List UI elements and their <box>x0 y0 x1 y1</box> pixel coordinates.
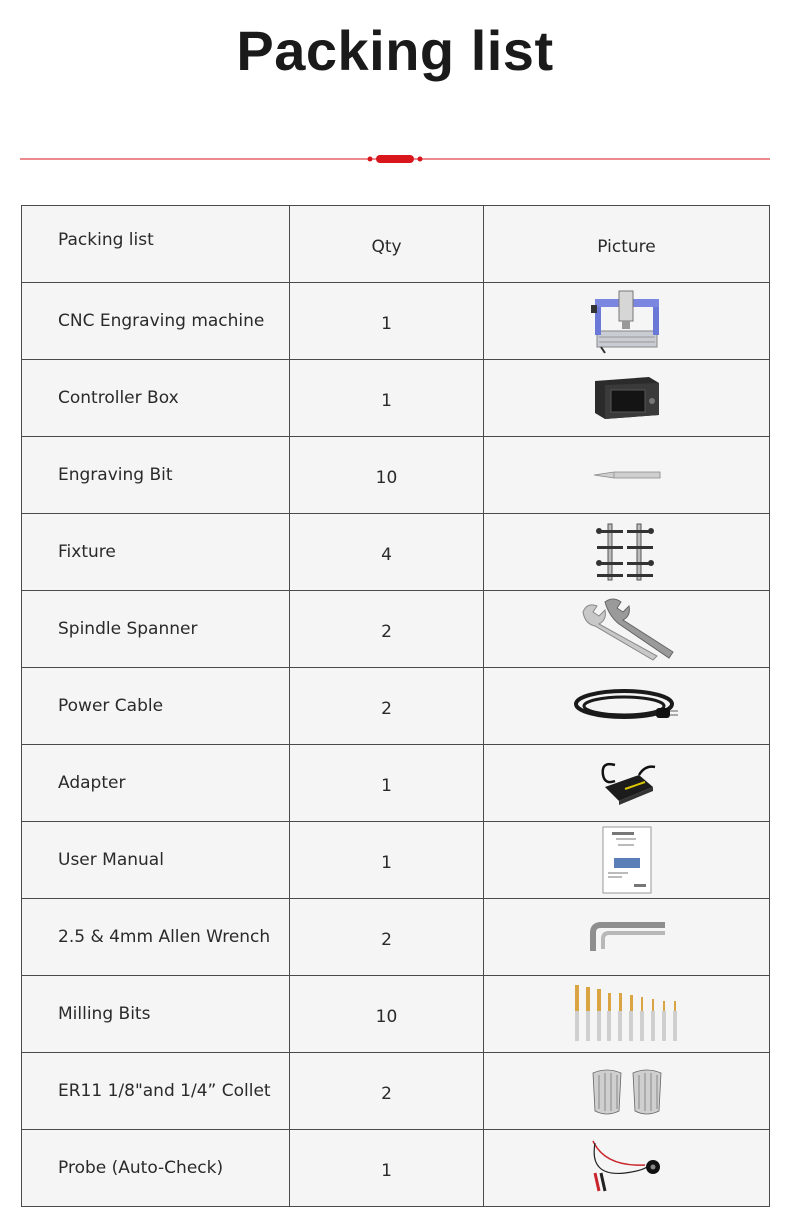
power-cable-icon <box>572 686 682 726</box>
item-picture <box>484 822 770 899</box>
title-divider <box>20 154 770 164</box>
table-row <box>22 360 770 437</box>
table-row <box>22 899 770 976</box>
item-picture <box>484 1130 770 1207</box>
qty-value: 1 <box>381 391 392 411</box>
item-name: Milling Bits <box>22 976 290 1053</box>
item-qty <box>290 668 484 745</box>
qty-value: 1 <box>381 1161 392 1181</box>
qty-value: 2 <box>381 622 392 642</box>
controller-box-icon <box>591 373 663 423</box>
item-name: Spindle Spanner <box>22 591 290 668</box>
fixture-icon <box>593 520 661 584</box>
item-picture <box>484 514 770 591</box>
item-qty <box>290 360 484 437</box>
item-qty <box>290 976 484 1053</box>
header-picture <box>484 206 770 283</box>
engraving-bit-icon <box>592 469 662 481</box>
header-item-label: Packing list <box>58 230 154 250</box>
header-qty-label: Qty <box>371 237 402 257</box>
table-header-row <box>22 206 770 283</box>
qty-value: 1 <box>381 314 392 334</box>
spanner-icon <box>577 596 677 662</box>
qty-value: 4 <box>381 545 392 565</box>
item-picture <box>484 283 770 360</box>
qty-value: 2 <box>381 930 392 950</box>
item-name: 2.5 & 4mm Allen Wrench <box>22 899 290 976</box>
table-row <box>22 1130 770 1207</box>
item-qty <box>290 514 484 591</box>
qty-value: 2 <box>381 1084 392 1104</box>
qty-value: 1 <box>381 776 392 796</box>
item-picture <box>484 360 770 437</box>
qty-value: 10 <box>375 468 398 488</box>
item-qty <box>290 899 484 976</box>
header-item <box>22 206 290 283</box>
page-title: Packing list <box>236 19 554 82</box>
item-qty <box>290 591 484 668</box>
item-picture <box>484 668 770 745</box>
item-qty <box>290 437 484 514</box>
qty-value: 1 <box>381 853 392 873</box>
collet-icon <box>589 1063 665 1119</box>
item-qty <box>290 283 484 360</box>
item-name: Probe (Auto-Check) <box>22 1130 290 1207</box>
item-qty <box>290 1130 484 1207</box>
header-qty <box>290 206 484 283</box>
item-name: Adapter <box>22 745 290 822</box>
packing-table <box>21 205 770 1207</box>
user-manual-icon <box>602 826 652 894</box>
item-picture <box>484 899 770 976</box>
table-row <box>22 591 770 668</box>
item-name: Fixture <box>22 514 290 591</box>
table-row <box>22 1053 770 1130</box>
item-picture <box>484 437 770 514</box>
item-picture <box>484 1053 770 1130</box>
item-qty <box>290 1053 484 1130</box>
table-row <box>22 976 770 1053</box>
cnc-machine-icon <box>589 287 665 355</box>
item-name: Power Cable <box>22 668 290 745</box>
allen-wrench-icon <box>587 919 667 955</box>
table-row <box>22 745 770 822</box>
milling-bits-icon <box>569 983 685 1045</box>
table-row <box>22 437 770 514</box>
qty-value: 10 <box>375 1007 398 1027</box>
item-qty <box>290 822 484 899</box>
item-picture <box>484 976 770 1053</box>
item-qty <box>290 745 484 822</box>
item-picture <box>484 745 770 822</box>
table-row <box>22 514 770 591</box>
adapter-icon <box>595 757 659 809</box>
table-row <box>22 668 770 745</box>
item-picture <box>484 591 770 668</box>
item-name: Controller Box <box>22 360 290 437</box>
table-row <box>22 283 770 360</box>
header-picture-label: Picture <box>597 237 656 257</box>
item-name: ER11 1/8"and 1/4” Collet <box>22 1053 290 1130</box>
item-name: User Manual <box>22 822 290 899</box>
probe-icon <box>585 1137 669 1199</box>
item-name: Engraving Bit <box>22 437 290 514</box>
table-row <box>22 822 770 899</box>
item-name: CNC Engraving machine <box>22 283 290 360</box>
qty-value: 2 <box>381 699 392 719</box>
